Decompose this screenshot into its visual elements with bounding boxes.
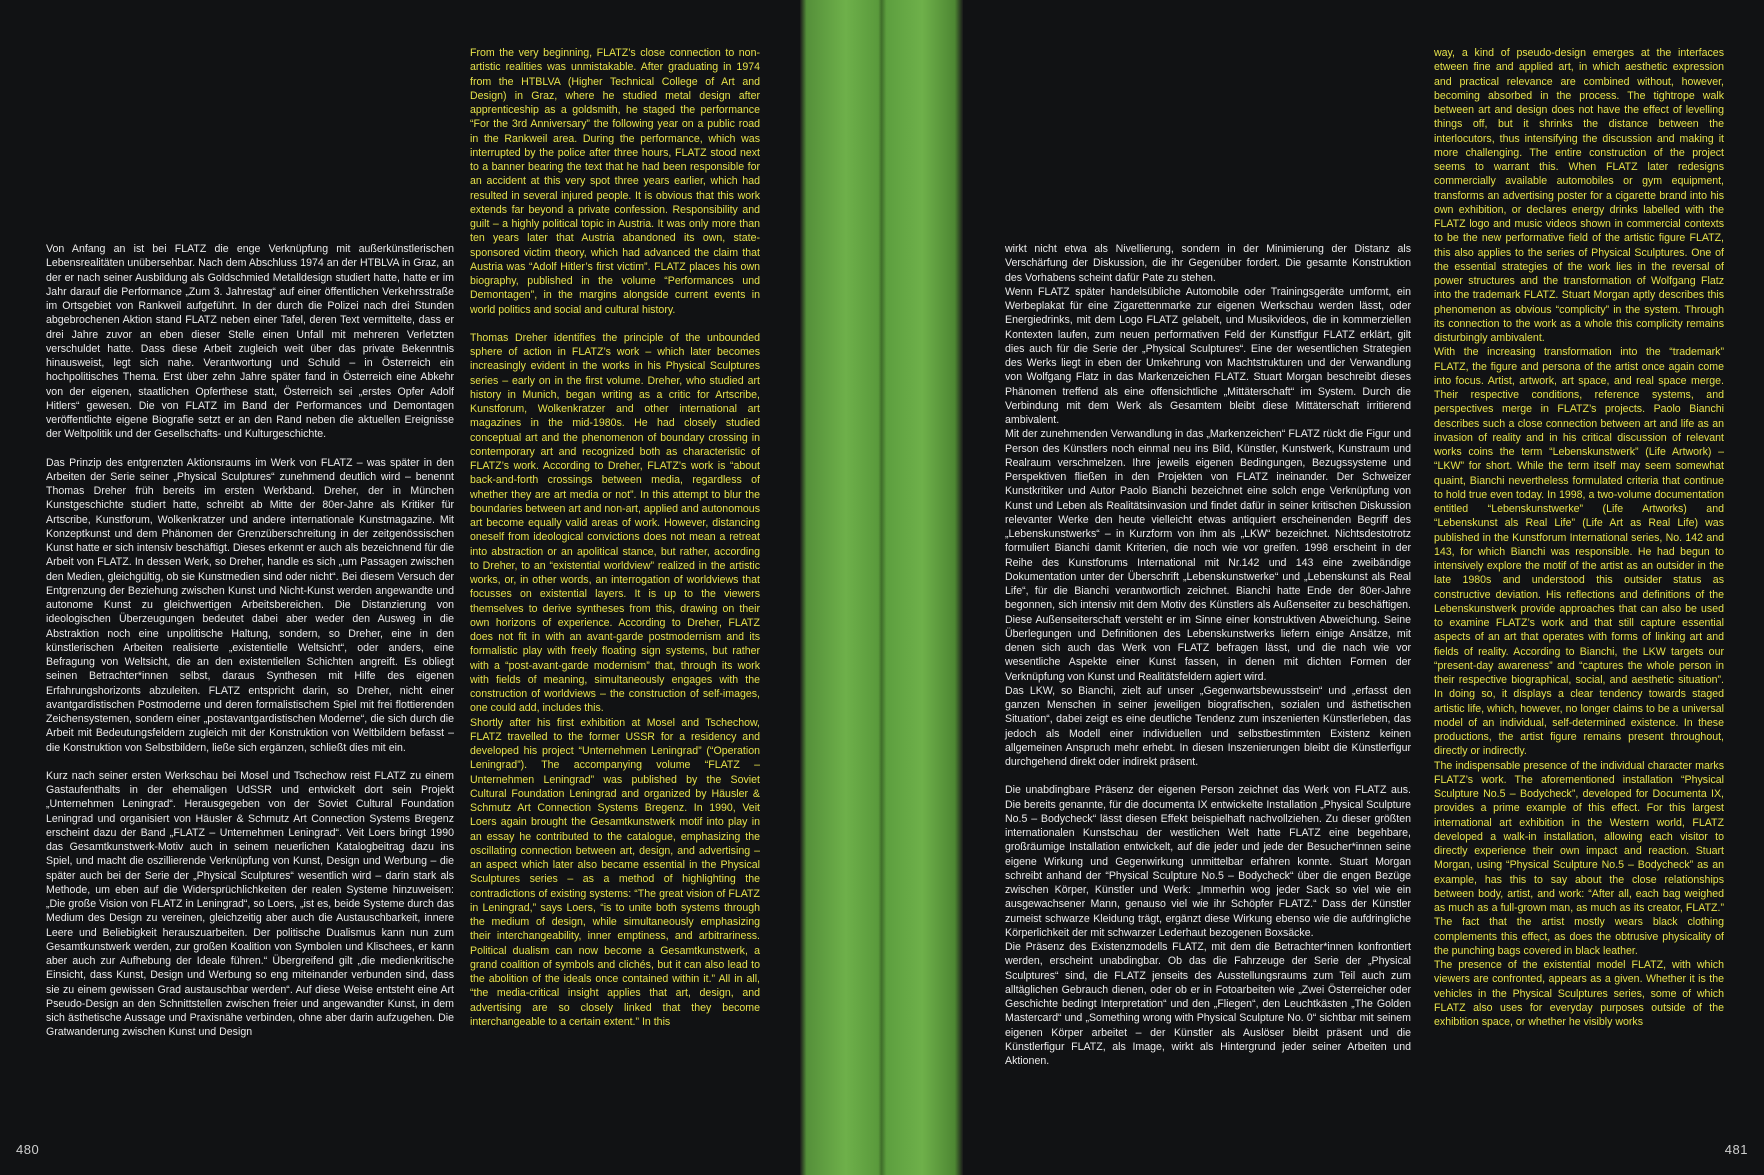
paragraph: Die unabdingbare Präsenz der eigenen Person zeichnet das Werk von FLATZ aus. Die bereits genannte, für die documenta IX entwickelte Installation „Physical Sculpture No.5 – Bodycheck“ lässt diesen Effekt beispielhaft nachvollziehen. Zu dieser größten internationalen Kunstschau der westlichen Welt hatte FLATZ eine begehbare, großräumige Installation entwickelt, auf die jeder und jede der Besucher*innen seine eigene Wirkung und Gegenwirkung unmittelbar erfahren konnte. Stuart Morgan schreibt anhand der “Physical Sculpture No.5 – Bodycheck“ über die engen Bezüge zwischen Körper, Künstler und Werk: „Immerhin wog jeder Sack so viel wie ein ausgewachsener Mann, genauso viel wie ihr Schöpfer FLATZ.“ Dass der Künstler zumeist schwarze Kleidung trägt, ergänzt diese Wirkung ebenso wie die aufdringliche Körperlichkeit der mit schwarzer Lederhaut bezogenen Boxsäcke. [1005, 784, 1411, 939]
paragraph: wirkt nicht etwa als Nivellierung, sondern in der Minimierung der Distanz als Verschärfung der Diskussion, die ihr Gegenüber fordert. Die gesamte Konstruktion des Vorhabens scheint dafür Pate zu stehen. [1005, 243, 1411, 284]
left-german-column [46, 242, 454, 1040]
paragraph: The indispensable presence of the individual character marks FLATZ’s work. The aforementioned installation “Physical Sculpture No.5 – Bodycheck”, developed for Documenta IX, provides a prime example of this effect. For this largest international art exhibition in the Western world, FLATZ developed a walk-in installation, allowing each visitor to directly experience their own impact and reaction. Stuart Morgan, using “Physical Sculpture No.5 – Bodycheck” as an example, has this to say about the close relationships between body, artist, and work: “After all, each bag weighed as much as a full-grown man, as much as its creator, FLATZ.” The fact that the artist mostly wears black clothing complements this effect, as does the obtrusive physicality of the punching bags covered in black leather. [1434, 759, 1724, 957]
paragraph: Shortly after his first exhibition at Mosel and Tschechow, FLATZ travelled to the former USSR for a residency and developed his project “Unternehmen Leningrad” (“Operation Leningrad”). The accompanying volume “FLATZ – Unternehmen Leningrad” was published by the Soviet Cultural Foundation Leningrad and organized by Häusler & Schmutz Art Connection Systems Bregenz. In 1990, Veit Loers again brought the Gesamtkunstwerk motif into play in an essay he contributed to the catalogue, emphasizing the oscillating connection between art, design, and advertising – an aspect which later also became essential in the Physical Sculptures series – as a method of highlighting the contradictions of existing systems: “The great vision of FLATZ in Leningrad,” says Loers, “is to unite both systems through the medium of design, while simultaneously emphasizing their interchangeability, inner emptiness, and arbitrariness. Political dualism can now become a Gesamtkunstwerk, a grand coalition of symbols and clichés, but it can also lead to the abolition of the ideals once contained within it.” All in all, “the media-critical insight applies that art, design, and advertising are so closely linked that they become interchangeable to a certain extent.” In this [470, 716, 760, 1028]
paragraph: Thomas Dreher identifies the principle of the unbounded sphere of action in FLATZ’s work – which later becomes increasingly evident in the works in his Physical Sculptures series – early on in the first volume. Dreher, who studied art history in Munich, began writing as a critic for Artscribe, Kunstforum, Wolkenkratzer and other international art magazines in the mid-1980s. He had closely studied conceptual art and the phenomenon of boundary crossing in contemporary art and recognized both as characteristic of FLATZ’s work. According to Dreher, FLATZ’s work is “about back-and-forth crossings between media, regardless of whether they are art media or not”. In this attempt to blur the boundaries between art and non-art, applied and autonomous art become equally valid areas of work. However, distancing oneself from ideological convictions does not mean a retreat into abstraction or an apolitical stance, but rather, according to Dreher, to an “existential worldview” realized in the artistic works, or, in other words, an interrogation of worldviews that focusses on existential layers. It is up to the viewers themselves to derive syntheses from this, drawing on their own horizons of experience. According to Dreher, FLATZ does not fit in with an avant-garde postmodernism and its formalistic play with freely floating sign systems, but rather with a “post-avant-garde modernism” that, through its work with fields of meaning, simultaneously engages with the construction of worldviews – the construction of self-images, one could add, includes this. [470, 331, 760, 715]
page-number: 480 [16, 1142, 40, 1157]
right-page [963, 0, 1764, 1175]
left-english-column [470, 46, 760, 1029]
paragraph: With the increasing transformation into the “trademark” FLATZ, the figure and persona of the artist once again come into focus. Artist, artwork, art space, and real space merge. Their respective conditions, reference systems, and perspectives merge in FLATZ’s projects. Paolo Bianchi describes such a close connection between art and life as an invasion of reality and in his critical discussion of relevant works coins the term “Lebenskunstwerk” (Life Artwork) – “LKW” for short. While the term itself may seem somewhat quaint, Bianchi nevertheless formulated criteria that continue to hold true even today. In 1998, a two-volume documentation entitled “Lebenskunstwerke” (Life Artworks) and “Lebenskunst als Real Life” (Life Art as Real Life) was published in the Kunstforum International series, No. 142 and 143, for which Bianchi was responsible. He had begun to intensively explore the motif of the artist as an outsider in the late 1980s and understood this outsider status as constructive deviation. His reflections and definitions of the Lebenskunstwerk provide approaches that can also be used to examine FLATZ’s work and that still capture essential aspects of an art that operates with forms of linking art and fields of reality. According to Bianchi, the LKW targets our “present-day awareness” and “captures the whole person in their respective biographical, social, and aesthetic situation”. In doing so, it displays a clear tendency towards staged artistic life, which, however, no longer claims to be a universal model of an individual, self-determined existence. In these productions, the artist figure remains present throughout, directly or indirectly. [1434, 346, 1724, 758]
paragraph: Kurz nach seiner ersten Werkschau bei Mosel und Tschechow reist FLATZ zu einem Gastaufenthalts in der ehemaligen UdSSR und entwickelt dort sein Projekt „Unternehmen Leningrad“. Herausgegeben von der Soviet Cultural Foundation Leningrad und organisiert von Häusler & Schmutz Art Connection Systems Bregenz erscheint dazu der Band „FLATZ – Unternehmen Leningrad“. Veit Loers bringt 1990 das Gesamtkunstwerk-Motiv auch in seinem neuerlichen Katalogbeitrag dazu ins Spiel, und macht die oszillierende Verknüpfung von Kunst, Design und Werbung – die später auch bei der Serie der „Physical Sculptures“ wesentlich wird – darin stark als Methode, um eben auf die Widersprüchlichkeiten der realen Systeme hinzuweisen: „Die große Vision von FLATZ in Leningrad“, so Loers, „ist es, beide Systeme durch das Medium des Design zu vereinen, gleichzeitig aber auch die Austauschbarkeit, innere Leere und Beliebigkeit herauszuarbeiten. Der politische Dualismus kann nun zum Gesamtkunstwerk werden, zur großen Koalition von Symbolen und Klischees, er kann aber auch zur Aufhebung der Ideale führen.“ Übergreifend gilt „die medienkritische Einsicht, dass Kunst, Design und Werbung so eng miteinander verbunden sind, dass sie zu einem gewissen Grad austauschbar werden“. Auf diese Weise entsteht eine Art Pseudo-Design an den Schnittstellen zwischen freier und angewandter Kunst, in dem sich ästhetische Aussage und Praxisnähe verbinden, ohne aber darin aufzugehen. Die Gratwanderung zwischen Kunst und Design [46, 769, 454, 1039]
paragraph: From the very beginning, FLATZ’s close connection to non-artistic realities was unmistakable. After graduating in 1974 from the HTBLVA (Higher Technical College of Art and Design) in Graz, where he studied metal design after apprenticeship as a goldsmith, he staged the performance “For the 3rd Anniversary” the following year on a public road in the Rankweil area. During the performance, which was interrupted by the police after three hours, FLATZ stood next to a banner bearing the text that he had been responsible for an accident at this very spot three years earlier, which had resulted in several injured people. It is obvious that this work extends far beyond a private confession. Responsibility and guilt – a highly political topic in Austria. It was only more than ten years later that Austria abandoned its own, state-sponsored victim theory, which had advanced the claim that Austria was “Adolf Hitler’s first victim”. FLATZ places his own biography, published in the volume “Performances und Demontagen”, in the margins alongside current events in world politics and social and cultural history. [470, 47, 760, 316]
right-english-column [1434, 46, 1724, 1029]
paragraph: way, a kind of pseudo-design emerges at the interfaces etween fine and applied art, in which aesthetic expression and practical relevance are combined without, however, becoming absorbed in the process. The tightrope walk between art and design does not have the effect of levelling things off, but it shrinks the distance between the interlocutors, thus intensifying the discussion and making it more challenging. The entire construction of the project seems to warrant this. When FLATZ later redesigns commercially available automobiles or gym equipment, transforms an advertising poster for a cigarette brand into his own exhibition, or declares energy drinks labelled with the FLATZ logo and music videos shown in commercial contexts to be the new performative field of the artistic figure FLATZ, this also applies to the series of Physical Sculptures. One of the essential strategies of the work lies in the reversal of power structures and the transformation of Wolfgang Flatz into the trademark FLATZ. Stuart Morgan aptly describes this phenomenon as obvious “complicity” in the system. Through its connection to the work as a whole this complicity remains disturbingly ambivalent. [1434, 47, 1724, 344]
left-page [0, 0, 800, 1175]
paragraph: The presence of the existential model FLATZ, with which viewers are confronted, appears as a given. Whether it is the vehicles in the Physical Sculptures series, some of which FLATZ also uses for everyday purposes outside of the exhibition space, or whether he visibly works [1434, 959, 1724, 1028]
paragraph: Mit der zunehmenden Verwandlung in das „Markenzeichen“ FLATZ rückt die Figur und Person des Künstlers noch einmal neu ins Bild, Künstler, Kunstwerk, Kunstraum und Realraum verschmelzen. Ihre jeweils eigenen Bedingungen, Bezugssysteme und Perspektiven fließen in den Projekten von FLATZ ineinander. Der Schweizer Kunstkritiker und Autor Paolo Bianchi bezeichnet eine solch enge Verknüpfung von Kunst und Leben als Realitätsinvasion und findet dafür in seiner kritischen Diskussion relevanter Werke den heute vielleicht etwas antiquiert erscheinenden Begriff des „Lebenskunstwerks“ – in Kurzform von ihm als „LKW“ bezeichnet. Nichtsdestotrotz formuliert Bianchi damit Kriterien, die noch wie vor greifen. 1998 erscheint in der Reihe des Kunstforums International mit Nr.142 und 143 eine zweibändige Dokumentation unter der Überschrift „Lebenskunstwerke“ und „Lebenskunst als Real Life“, für die Bianchi verantwortlich zeichnet. Bianchi hatte Ende der 80er-Jahre begonnen, sich intensiv mit dem Motiv des Künstlers als Außenseiter zu beschäftigen. Diese Außenseiterschaft versteht er im Sinne einer konstruktiven Abweichung. Seine Überlegungen und Definitionen des Lebenskunstwerks liefern einige Ansätze, mit denen sich auch das Werk von FLATZ befragen lässt, und die nach wie vor wesentliche Aspekte einer Kunst fassen, in denen mit dichten Formen der Verknüpfung von Kunst und Realitätsfeldern agiert wird. [1005, 428, 1411, 683]
paragraph: Die Präsenz des Existenzmodells FLATZ, mit dem die Betrachter*innen konfrontiert werden, erscheint unabdingbar. Ob das die Fahrzeuge der Serie der „Physical Sculptures“ sind, die FLATZ jenseits des Ausstellungsraums zum Teil auch zum alltäglichen Gebrauch dienen, oder ob er in Fotoarbeiten wie „Zwei Österreicher oder Geschichte bedingt Interpretation“ und den „Fliegen“, den Leuchtkästen „The Golden Mastercard“ und „Something wrong with Physical Sculpture No. 0“ sichtbar mit seinem eigenen Körper arbeitet – der Künstler als Auslöser bleibt präsent und die Künstlerfigur FLATZ, als Image, wirkt als Hintergrund jeder seiner Arbeiten und Aktionen. [1005, 941, 1411, 1067]
page-number: 481 [1724, 1142, 1748, 1157]
right-german-column [1005, 242, 1411, 1068]
paragraph: Wenn FLATZ später handelsübliche Automobile oder Trainingsgeräte umformt, ein Werbeplakat für eine Zigarettenmarke zur eigenen Werkschau werden lässt, oder Energiedrinks, mit dem Logo FLATZ gelabelt, und Musikvideos, die in kommerziellen Kontexten laufen, zum neuen performativen Feld der Kunstfigur FLATZ erklärt, gilt dies auch für die Serie der „Physical Sculptures“. Eine der wesentlichen Strategien des Werks liegt in eben der Umkehrung von Machtstrukturen und der Verwandlung von Wolfgang Flatz in das Markenzeichen FLATZ. Stuart Morgan beschreibt dieses Phänomen treffend als eine offensichtliche „Mittäterschaft“ im System. Durch die Verbindung mit dem Werk als Gesamtem bleibt diese Mittäterschaft irritierend ambivalent. [1005, 285, 1411, 426]
paragraph: Das Prinzip des entgrenzten Aktionsraums im Werk von FLATZ – was später in den Arbeiten der Serie seiner „Physical Sculptures“ zunehmend deutlich wird – benennt Thomas Dreher früh bereits im ersten Werkband. Dreher, der in München Kunstgeschichte studiert hatte, schreibt ab Mitte der 80er-Jahre als Kritiker für Artscribe, Kunstforum, Wolkenkratzer und andere internationale Kunstmagazine. Mit Konzeptkunst und dem Phänomen der Grenzüberschreitung in der zeitgenössischen Kunst hatte er sich intensiv beschäftigt. Dieses erkennt er auch als bezeichnend für die Arbeit von FLATZ. In dessen Werk, so Dreher, handle es sich „um Passagen zwischen den Medien, gleichgültig, ob sie Kunstmedien sind oder nicht“. Bei diesem Versuch der Entgrenzung der Beziehung zwischen Kunst und Nicht-Kunst werden angewandte und autonome Kunst zu gleichwertigen Arbeitsbereichen. Die Distanzierung von ideologischen Überzeugungen bedeutet dabei aber weder den Ausweg in die Abstraktion noch eine unpolitische Haltung, sondern, so Dreher, eine in den künstlerischen Arbeiten realisierte „existentielle Weltsicht“, oder anders, eine Befragung von Weltsicht, die an den existentiellen Schichten angreift. Es obliegt seinen Betrachter*innen selbst, daraus Synthesen mit Hilfe des eigenen Erfahrungshorizonts abzuleiten. FLATZ entspricht darin, so Dreher, nicht einer avantgardistischen Postmoderne und deren formalistischem Spiel mit frei flottierenden Zeichensystemen, sondern einer „postavantgardistischen Moderne“, die sich durch die Arbeit mit Bedeutungsfeldern zugleich mit der Konstruktion von Weltbildern befasst – die Konstruktion von Selbstbildern, ließe sich ergänzen, schließt dies mit ein. [46, 456, 454, 754]
binding-gutter [800, 0, 963, 1175]
paragraph: Das LKW, so Bianchi, zielt auf unser „Gegenwartsbewusstsein“ und „erfasst den ganzen Menschen in seiner jeweiligen biografischen, sozialen und ästhetischen Situation“, dabei zeigt es eine deutliche Tendenz zum inszenierten Künstlerleben, das jedoch als Modell einer individuellen und selbstbestimmten Existenz keinen allgemeinen Anspruch mehr erhebt. In diesen Inszenierungen bleibt die Künstlerfigur durchgehend direkt oder indirekt präsent. [1005, 684, 1411, 768]
paragraph: Von Anfang an ist bei FLATZ die enge Verknüpfung mit außerkünstlerischen Lebensrealitäten unübersehbar. Nach dem Abschluss 1974 an der HTBLVA in Graz, an der er nach seiner Ausbildung als Goldschmied Metalldesign studiert hatte, hatte er im Jahr darauf die Performance „Zum 3. Jahrestag“ auf einer öffentlichen Verkehrsstraße im Ortsgebiet von Rankweil aufgeführt. In der durch die Polizei nach drei Stunden abgebrochenen Aktion stand FLATZ neben einer Tafel, deren Text vermittelte, dass er drei Jahre zuvor an eben dieser Stelle einen Unfall mit mehreren Verletzten verschuldet hatte. Dass diese Arbeit zugleich weit über das private Bekenntnis hinausweist, legt sich nahe. Verantwortung und Schuld – in Österreich ein hochpolitisches Thema. Erst über zehn Jahre später fand in Österreich eine Abkehr von der eigenen, staatlichen Opferthese statt, Österreich sei „erstes Opfer Adolf Hitlers“ gewesen. Die von FLATZ im Band der Performances und Demontagen veröffentlichte eigene Biografie setzt er an den Rand neben die aktuellen Ereignisse der Weltpolitik und der Gesellschafts- und Kulturgeschichte. [46, 243, 454, 441]
